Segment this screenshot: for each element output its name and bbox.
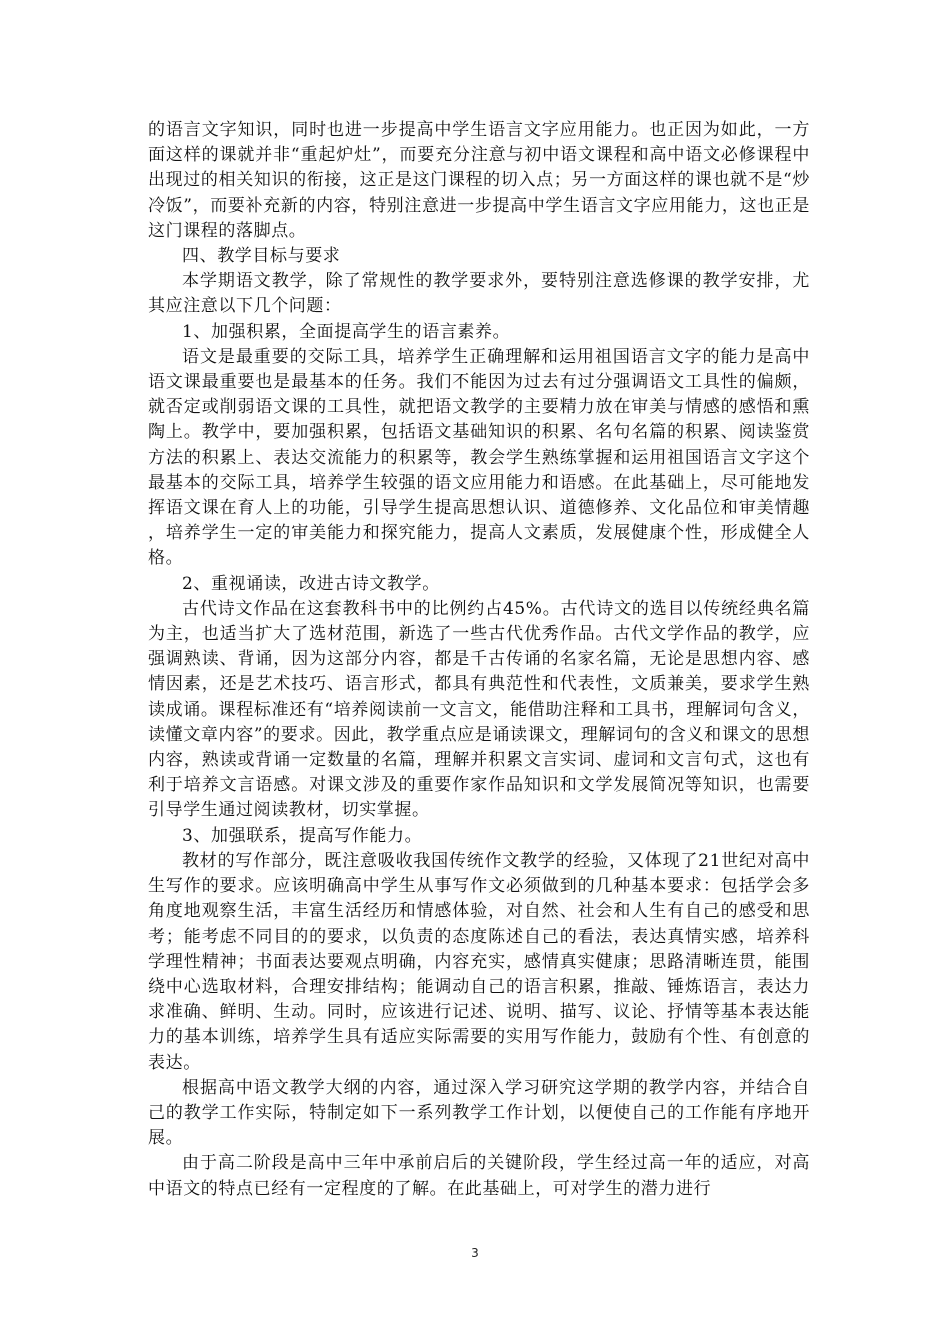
subheading-2: 2、重视诵读，改进古诗文教学。 (182, 573, 440, 594)
paragraph-intro: 本学期语文教学，除了常规性的教学要求外，要特别注意选修课的教学安排，尤其应注意以下几个问题： (148, 271, 810, 317)
section-heading-teaching-goals: 四、教学目标与要求 (182, 246, 341, 267)
paragraph-classical-poetry: 古代诗文作品在这套教科书中的比例约占45%。古代诗文的选目以传统经典名篇为主，也适当扩大了选材范围，新选了一些古代优秀作品。古代文学作品的教学，应强调熟读、背诵，因为这部分内容，都是千古传诵的名家名篇，无论是思想内容、感情因素，还是艺术技巧、语言形式，都具有典范性和代表性，文质兼美，要求学生熟读成诵。课程标准还有“培养阅读前一文言文，能借助注释和工具书，理解词句含义，读懂文章内容”的要求。因此，教学重点应是诵读课文，理解词句的含义和课文的思想内容，熟读或背诵一定数量的名篇，理解并积累文言实词、虚词和文言句式，这也有利于培养文言语感。对课文涉及的重要作家作品知识和文学发展简况等知识，也需要引导学生通过阅读教材，切实掌握。 (148, 598, 810, 821)
paragraph-plan: 根据高中语文教学大纲的内容，通过深入学习研究这学期的教学内容，并结合自己的教学工作实际，特制定如下一系列教学工作计划，以便使自己的工作能有序地开展。 (148, 1077, 810, 1149)
page-body (148, 118, 810, 1202)
paragraph-grade-two: 由于高二阶段是高中三年中承前启后的关键阶段，学生经过高一年的适应，对高中语文的特点已经有一定程度的了解。在此基础上，可对学生的潜力进行 (148, 1153, 810, 1199)
subheading-3: 3、加强联系，提高写作能力。 (182, 825, 423, 846)
page-number: 3 (471, 1246, 479, 1260)
subheading-1: 1、加强积累，全面提高学生的语言素养。 (182, 321, 511, 342)
paragraph-continuation: 的语言文字知识，同时也进一步提高中学生语言文字应用能力。也正因为如此，一方面这样的课就并非“重起炉灶”，而要充分注意与初中语文课程和高中语文必修课程中出现过的相关知识的衔接，这正是这门课程的切入点；另一方面这样的课也就不是“炒冷饭”，而要补充新的内容，特别注意进一步提高中学生语言文字应用能力，这也正是这门课程的落脚点。 (148, 120, 810, 241)
paragraph-writing: 教材的写作部分，既注意吸收我国传统作文教学的经验，又体现了21世纪对高中生写作的要求。应该明确高中学生从事写作文必须做到的几种基本要求：包括学会多角度地观察生活，丰富生活经历和情感体验，对自然、社会和人生有自己的感受和思考；能考虑不同目的的要求，以负责的态度陈述自己的看法，表达真情实感，培养科学理性精神；书面表达要观点明确，内容充实，感情真实健康；思路清晰连贯，能围绕中心选取材料，合理安排结构；能调动自己的语言积累，推敲、锤炼语言，表达力求准确、鲜明、生动。同时，应该进行记述、说明、描写、议论、抒情等基本表达能力的基本训练，培养学生具有适应实际需要的实用写作能力，鼓励有个性、有创意的表达。 (148, 850, 810, 1073)
paragraph-language-literacy: 语文是最重要的交际工具，培养学生正确理解和运用祖国语言文字的能力是高中语文课最重要也是最基本的任务。我们不能因为过去有过分强调语文工具性的偏颇，就否定或削弱语文课的工具性，就把语文教学的主要精力放在审美与情感的感悟和熏陶上。教学中，要加强积累，包括语文基础知识的积累、名句名篇的积累、阅读鉴赏方法的积累上、表达交流能力的积累等，教会学生熟练掌握和运用祖国语言文字这个最基本的交际工具，培养学生较强的语文应用能力和语感。在此基础上，尽可能地发挥语文课在育人上的功能，引导学生提高思想认识、道德修养、文化品位和审美情趣，培养学生一定的审美能力和探究能力，提高人文素质，发展健康个性，形成健全人格。 (148, 346, 810, 569)
